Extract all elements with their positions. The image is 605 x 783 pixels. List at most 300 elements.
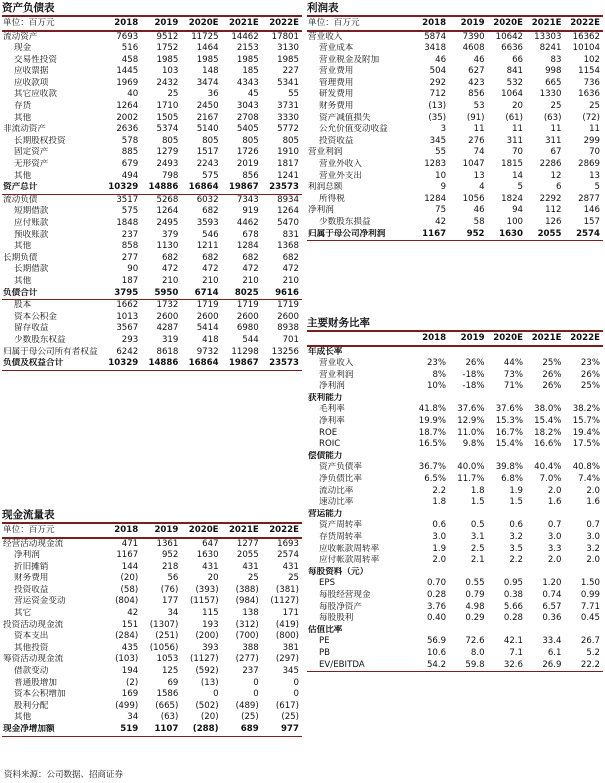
cell-value: 1047	[462, 159, 485, 170]
row-label: 投资收益	[14, 584, 49, 595]
cell-value: 0	[213, 689, 219, 700]
row-label: 净利率	[319, 416, 345, 427]
cell-value: 1630	[488, 229, 526, 241]
cell-value	[411, 625, 449, 637]
cell-value: 34	[167, 608, 179, 619]
cell-value: 4343	[236, 77, 259, 88]
cell-value: 712	[429, 89, 447, 100]
row-label: 长期借款	[14, 264, 49, 275]
cell-value: (25)	[281, 712, 299, 723]
cell-value	[488, 509, 526, 521]
cell-value: (1127)	[270, 596, 299, 607]
row-label: 资本支出	[14, 631, 49, 642]
cell-value: 210	[202, 275, 219, 286]
header-row	[307, 331, 603, 346]
row-label: 偿债能力	[308, 450, 343, 461]
cell-value: 32.6	[488, 660, 526, 672]
cell-value: 2432	[156, 77, 179, 88]
row-label: 利润总额	[308, 182, 343, 193]
cell-value: 5950	[141, 288, 181, 300]
cell-value: 1283	[424, 159, 447, 170]
cell-value: 519	[101, 724, 141, 736]
cell-value: 1284	[424, 193, 447, 204]
cell-value: 171	[282, 608, 299, 619]
row-label: 筹资活动现金流	[3, 654, 64, 665]
table-row	[2, 538, 302, 551]
cell-value: 1053	[156, 654, 179, 665]
cell-value: 0.79	[465, 589, 485, 600]
cell-value: (1157)	[189, 596, 219, 607]
row-label: 其他	[14, 170, 32, 181]
cell-value: 6980	[236, 323, 259, 334]
cell-value: (20)	[120, 573, 139, 584]
cell-value	[526, 567, 564, 579]
cell-value: 5	[594, 182, 600, 193]
cell-value: 2243	[196, 159, 219, 170]
cell-value: 6	[556, 182, 562, 193]
cell-value: 25	[247, 573, 259, 584]
row-label: 资产周转率	[319, 520, 362, 531]
table-row	[307, 404, 603, 416]
cell-value: 18.2%	[534, 427, 562, 438]
cell-value: 1636	[578, 89, 600, 100]
row-label: 净利润	[319, 381, 345, 392]
cell-value: 9732	[196, 346, 219, 357]
cell-value: 6032	[196, 194, 219, 205]
cell-value: 7.4%	[578, 474, 600, 485]
cell-value: 575	[121, 206, 139, 217]
cell-value: 805	[202, 135, 219, 146]
cell-value: 1.6	[586, 497, 600, 508]
cell-value: (103)	[115, 654, 139, 665]
table-row	[2, 66, 302, 78]
cell-value	[449, 451, 487, 463]
cell-value: 3474	[196, 77, 219, 88]
cell-value: 42	[127, 608, 139, 619]
row-label: 应收票据	[14, 66, 49, 77]
cell-value: 10329	[101, 358, 141, 370]
cell-value: (63)	[543, 112, 562, 123]
row-label: 应付账款	[14, 218, 49, 228]
row-label: EPS	[319, 578, 336, 589]
cell-value: (63)	[160, 712, 179, 723]
cell-value: 805	[282, 135, 299, 146]
cashflow-panel	[2, 508, 302, 737]
cell-value: (288)	[181, 724, 221, 736]
row-label: 流动负债	[3, 194, 38, 205]
row-label: 净利润	[14, 550, 40, 561]
table-row	[307, 451, 603, 463]
table-row	[307, 590, 603, 602]
cell-value: 1167	[411, 229, 449, 241]
cell-value: 293	[121, 334, 139, 345]
cell-value: 151	[121, 619, 139, 630]
cashflow-table	[2, 522, 302, 737]
row-label: 留存收益	[14, 323, 49, 334]
cell-value: 575	[202, 170, 219, 181]
source-footnote: 资料来源：公司数据、招商证券	[4, 770, 124, 780]
row-label: 长期股权投资	[14, 135, 66, 146]
table-row	[307, 205, 603, 217]
cell-value	[488, 625, 526, 637]
cell-value: 0.99	[580, 589, 600, 600]
cell-value: 10.6	[426, 647, 447, 658]
cell-value: 1167	[116, 550, 139, 561]
cell-value: 379	[161, 229, 179, 240]
cell-value: 1969	[116, 77, 139, 88]
cell-value: 6.8%	[501, 474, 524, 485]
cell-value: 578	[121, 135, 139, 146]
table-row	[2, 712, 302, 724]
cell-value: 7.0%	[539, 474, 562, 485]
table-row	[307, 648, 603, 660]
cell-value: 0	[253, 689, 259, 700]
year-header: 2021E	[222, 523, 262, 538]
table-row	[2, 264, 302, 276]
cell-value: 431	[202, 561, 219, 572]
table-row	[2, 230, 302, 242]
table-row	[307, 439, 603, 451]
header-row	[2, 16, 302, 31]
table-row	[2, 678, 302, 690]
cell-value: (35)	[428, 112, 447, 123]
income-statement-table	[307, 15, 603, 241]
row-label: 流动资产	[3, 31, 38, 42]
cell-value: (381)	[275, 584, 299, 595]
table-row	[2, 101, 302, 113]
cell-value: -18%	[462, 369, 485, 380]
cell-value: 144	[121, 561, 139, 572]
cell-value	[411, 567, 449, 579]
cell-value: (200)	[195, 631, 219, 642]
table-row	[2, 608, 302, 620]
cell-value: 1817	[277, 159, 299, 170]
cell-value: 345	[429, 135, 447, 146]
year-header: 2019	[449, 16, 487, 31]
cell-value: 5874	[424, 31, 447, 42]
cell-value: 381	[282, 642, 299, 653]
cell-value: 3	[440, 124, 447, 135]
row-label: 股本	[14, 300, 32, 311]
cell-value	[449, 567, 487, 579]
table-row	[2, 643, 302, 655]
year-header: 2018	[101, 16, 141, 31]
cell-value: 1264	[156, 206, 179, 217]
table-row	[307, 358, 603, 370]
cell-value: 15.4%	[534, 416, 562, 427]
cell-value: 42.1	[503, 636, 524, 647]
cell-value: 66	[512, 54, 524, 65]
year-header: 2018	[411, 331, 449, 346]
cell-value: 311	[545, 135, 562, 146]
cell-value: 1752	[156, 43, 179, 54]
cell-value: 1361	[156, 538, 179, 549]
cell-value: 193	[202, 619, 219, 630]
cell-value: 23%	[580, 358, 600, 369]
cell-value: 5.66	[503, 601, 524, 612]
cell-value	[411, 451, 449, 463]
cell-value: 952	[161, 550, 179, 561]
row-label: 营业成本	[319, 43, 354, 54]
cell-value: 1848	[116, 218, 139, 228]
cell-value: 26%	[542, 369, 562, 380]
table-row	[2, 550, 302, 562]
cell-value: 2.0	[547, 555, 562, 566]
table-row	[307, 660, 603, 672]
cell-value: 2.2	[509, 555, 524, 566]
cell-value: 18.7%	[418, 427, 447, 438]
cell-value: 34	[127, 712, 139, 723]
cell-value: (502)	[195, 700, 219, 711]
cell-value: 26%	[465, 358, 485, 369]
cell-value: 16.7%	[495, 427, 524, 438]
cell-value: 647	[202, 538, 219, 549]
row-label: 普通股增加	[14, 677, 57, 688]
cell-value: 6636	[501, 43, 524, 54]
cell-value: 0.45	[580, 613, 600, 624]
cell-value: 90	[127, 264, 139, 275]
table-row	[2, 701, 302, 713]
cell-value: (1127)	[189, 654, 219, 665]
cell-value: 10	[435, 170, 447, 181]
cell-value: 977	[262, 724, 302, 736]
cell-value: 1630	[196, 550, 219, 561]
cell-value: 3.5	[509, 543, 524, 554]
table-row	[307, 497, 603, 509]
cell-value: 319	[161, 334, 179, 345]
row-label: 固定资产	[14, 147, 49, 158]
cell-value: 2055	[236, 550, 259, 561]
year-header: 2018	[411, 16, 449, 31]
cell-value: 10%	[426, 381, 447, 392]
cell-value: 83	[550, 54, 562, 65]
cell-value: (13)	[200, 677, 219, 688]
cell-value: 125	[161, 666, 179, 677]
cell-value: 2.0	[547, 485, 562, 496]
cell-value: 856	[242, 170, 259, 181]
cell-value: 292	[429, 77, 447, 88]
table-row	[2, 276, 302, 288]
cell-value: 39.8%	[495, 462, 524, 473]
row-label: 每股资料（元）	[308, 566, 369, 577]
table-row	[307, 31, 603, 44]
cell-value: 185	[242, 66, 259, 77]
table-row	[2, 171, 302, 183]
cell-value: 3.0	[432, 532, 447, 542]
table-row	[2, 159, 302, 171]
cell-value: 100	[506, 217, 524, 227]
cell-value: (419)	[275, 619, 299, 630]
cell-value: 1013	[116, 311, 139, 322]
table-row	[2, 241, 302, 253]
cell-value: (393)	[195, 584, 219, 595]
row-label: 年成长率	[308, 346, 343, 357]
cell-value: 227	[282, 66, 299, 77]
cell-value: 6242	[116, 346, 139, 357]
cell-value: 148	[202, 66, 219, 77]
cell-value: 0.29	[465, 613, 485, 624]
cell-value: 0	[293, 677, 299, 688]
table-row	[2, 182, 302, 194]
cell-value: 44%	[503, 358, 524, 369]
row-label: 非流动资产	[3, 124, 46, 135]
cell-value: 10642	[495, 31, 524, 42]
cell-value: 0.36	[542, 613, 562, 624]
cell-value: 3.0	[547, 532, 562, 542]
table-row	[307, 346, 603, 359]
cell-value: 169	[121, 689, 139, 700]
cell-value: 8618	[156, 346, 179, 357]
cell-value: 5470	[277, 218, 299, 228]
cell-value: 36	[207, 89, 219, 100]
cell-value: 3130	[277, 43, 299, 54]
cell-value: 6.57	[542, 601, 562, 612]
cell-value: (1307)	[149, 619, 179, 630]
cell-value: 9	[440, 182, 447, 193]
cell-value: (489)	[235, 700, 259, 711]
cell-value: 40	[127, 89, 139, 100]
row-label: 其他	[14, 112, 32, 123]
cell-value	[526, 625, 564, 637]
row-label: 应收款项	[14, 77, 49, 88]
cell-value: 2450	[196, 101, 219, 112]
table-row	[307, 532, 603, 544]
cell-value: 388	[242, 642, 259, 653]
cell-value: 627	[468, 66, 485, 77]
cell-value: 2167	[196, 112, 219, 123]
cell-value: 689	[222, 724, 262, 736]
cell-value: 25	[589, 101, 600, 112]
cell-value: 679	[121, 159, 139, 170]
cell-value: 1264	[116, 101, 139, 112]
cell-value: 311	[506, 135, 524, 146]
cell-value: 0.95	[503, 578, 524, 589]
ratios-title: 主要财务比率	[307, 317, 370, 329]
cell-value: 8241	[539, 43, 562, 54]
income-statement-title: 利润表	[307, 2, 339, 14]
table-row	[307, 101, 603, 113]
header-row	[307, 16, 603, 31]
cell-value: 701	[282, 334, 299, 345]
year-header: 2020E	[181, 523, 221, 538]
cell-value: 210	[161, 275, 179, 286]
cell-value: 19.4%	[572, 427, 600, 438]
row-label: 营业收入	[319, 358, 354, 369]
cell-value: 1985	[156, 54, 179, 65]
row-label: 投资收益	[319, 135, 354, 146]
ratios-table	[307, 330, 603, 672]
cell-value: 682	[282, 252, 299, 263]
cell-value: 1910	[277, 147, 299, 158]
cell-value: 665	[545, 77, 562, 88]
year-header: 2020E	[488, 16, 526, 31]
cell-value: 3.2	[509, 532, 524, 542]
table-row	[2, 335, 302, 347]
cell-value: 2055	[526, 229, 564, 241]
cell-value: 146	[583, 205, 600, 216]
cell-value: (25)	[241, 712, 259, 723]
cell-value: (91)	[466, 112, 485, 123]
cell-value: 12.9%	[457, 416, 485, 427]
cell-value: (800)	[275, 631, 299, 642]
table-row	[2, 666, 302, 678]
table-row	[2, 136, 302, 148]
cell-value: 0.7	[586, 520, 600, 531]
cell-value: 1445	[116, 66, 139, 77]
table-row	[2, 347, 302, 359]
cell-value: 504	[429, 66, 447, 77]
row-label: 其他	[14, 275, 32, 286]
cell-value: 25	[550, 101, 562, 112]
table-row	[2, 323, 302, 335]
cell-value: 46	[435, 54, 447, 65]
cell-value: 472	[202, 264, 219, 275]
cell-value: 37.6%	[457, 404, 485, 415]
cell-value: (61)	[505, 112, 524, 123]
cell-value: 0	[293, 689, 299, 700]
cell-value: 418	[202, 334, 219, 345]
cell-value: 682	[202, 206, 219, 217]
row-label: 短期借款	[14, 206, 49, 217]
cell-value: 3731	[277, 101, 299, 112]
cell-value: 73%	[503, 369, 524, 380]
cell-value: 458	[121, 54, 139, 65]
year-header: 2022E	[262, 523, 302, 538]
cell-value: 2493	[156, 159, 179, 170]
cell-value: 841	[506, 66, 524, 77]
table-row	[307, 159, 603, 171]
table-row	[307, 486, 603, 498]
row-label: 借款变动	[14, 666, 49, 677]
cell-value: (665)	[155, 700, 179, 711]
cell-value: 3418	[424, 43, 447, 54]
cell-value: 1056	[462, 193, 485, 204]
cell-value: 1.20	[542, 578, 562, 589]
cell-value: 14886	[141, 182, 181, 194]
table-row	[307, 636, 603, 648]
cell-value: 126	[545, 217, 562, 227]
table-row	[307, 625, 603, 637]
cell-value: 5341	[277, 77, 299, 88]
cell-value: 8.0	[470, 647, 485, 658]
row-label: 交易性投资	[14, 54, 57, 65]
cell-value: 1985	[196, 54, 219, 65]
row-label: 资产总计	[2, 182, 101, 194]
cell-value	[449, 346, 487, 359]
year-header: 2022E	[262, 16, 302, 31]
cell-value: 544	[242, 334, 259, 345]
cell-value: 1154	[578, 66, 600, 77]
table-row	[2, 312, 302, 324]
table-row	[2, 562, 302, 574]
row-label: 营业收入	[308, 31, 343, 42]
cell-value: (700)	[235, 631, 259, 642]
cell-value: (277)	[235, 654, 259, 665]
cell-value: 1107	[141, 724, 181, 736]
row-label: 折旧摊销	[14, 561, 49, 572]
cell-value: 2495	[156, 218, 179, 228]
row-label: 所得税	[319, 193, 345, 204]
cell-value: 1985	[236, 54, 259, 65]
unit-label: 单位：百万元	[2, 523, 101, 538]
row-label: 股利分配	[14, 700, 49, 711]
cell-value: 20	[512, 101, 524, 112]
cell-value: 67	[550, 147, 562, 158]
cell-value: (284)	[115, 631, 139, 642]
unit-label: 单位：百万元	[2, 16, 101, 31]
table-row	[307, 89, 603, 101]
cell-value: 805	[242, 135, 259, 146]
